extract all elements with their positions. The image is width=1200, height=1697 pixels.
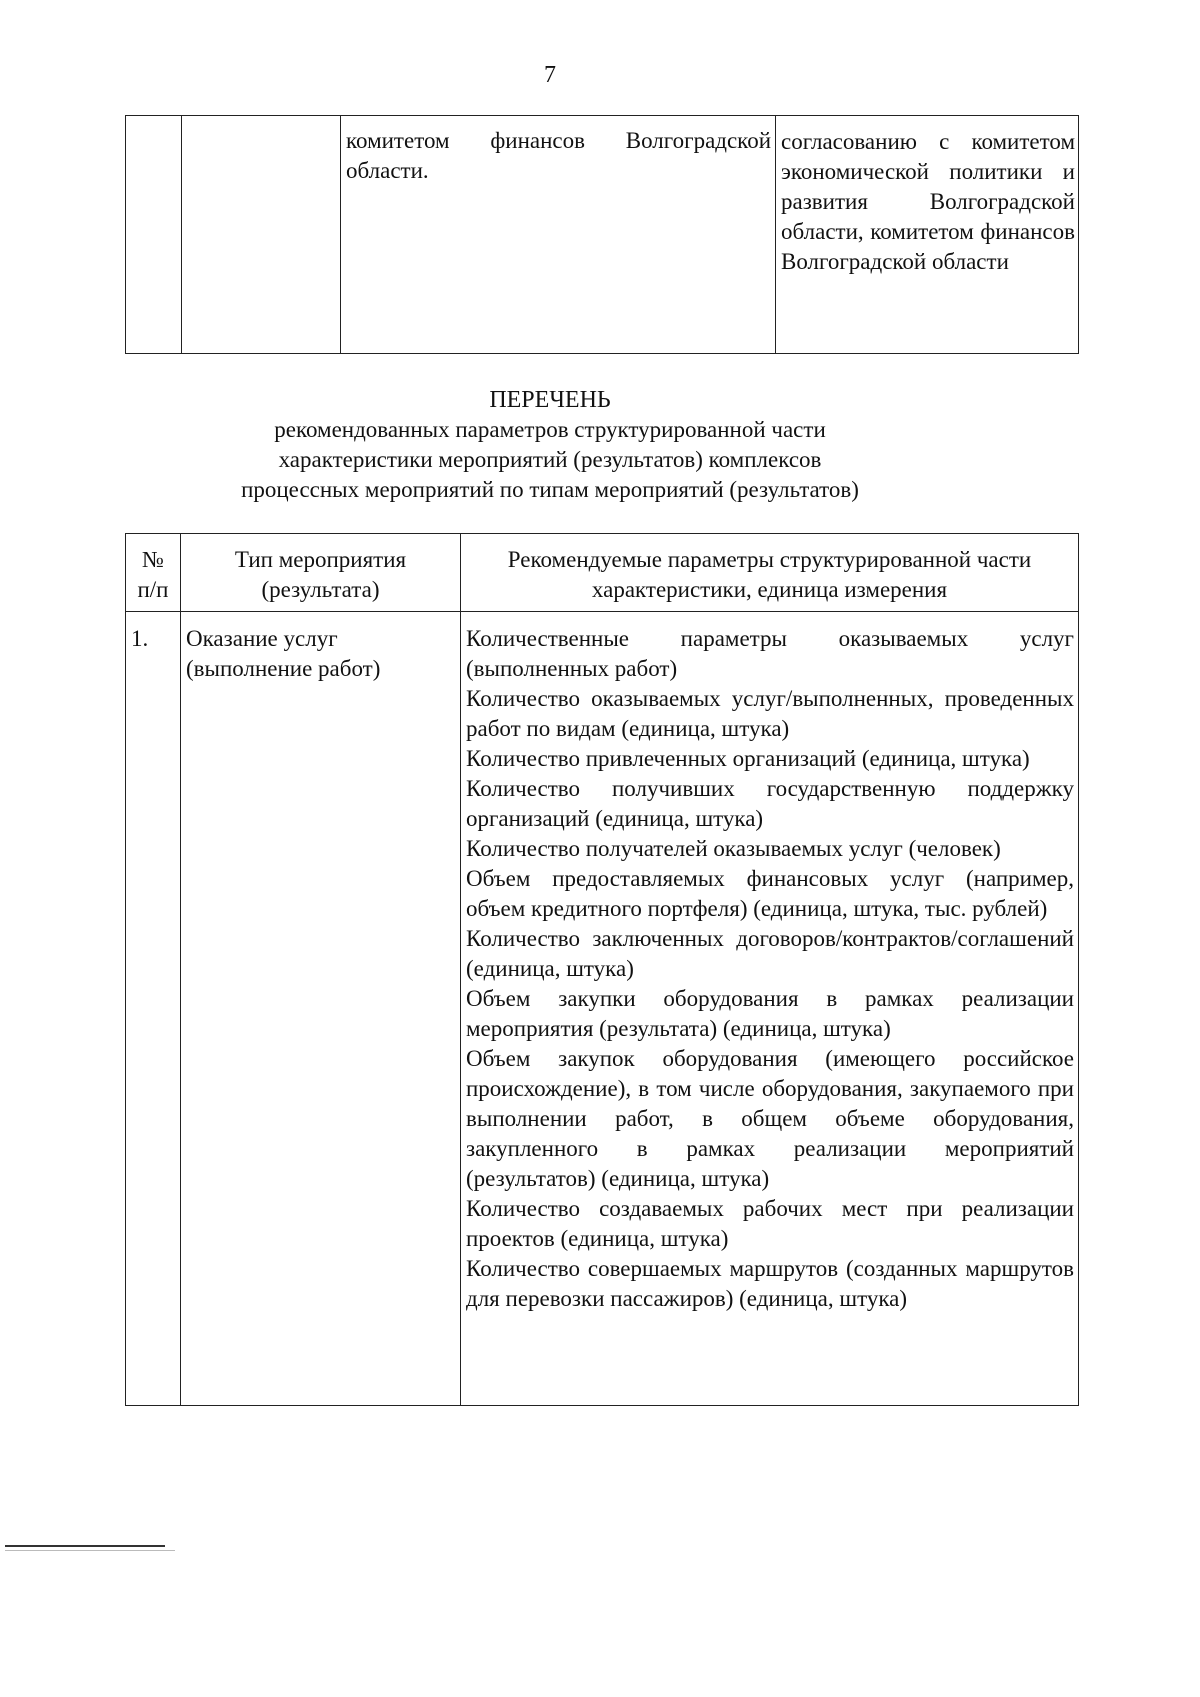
table-header-row bbox=[126, 534, 1079, 612]
footer-rule-faint bbox=[5, 1550, 175, 1551]
title-line-1: рекомендованных параметров структурированной части bbox=[274, 417, 826, 442]
param-item: Количественные параметры оказываемых услуг (выполненных работ) bbox=[466, 626, 1074, 681]
param-item: Объем предоставляемых финансовых услуг (например, объем кредитного портфеля) (единица, штука, тыс. рублей) bbox=[466, 866, 1074, 921]
table-row bbox=[126, 612, 1079, 1406]
param-item: Объем закупки оборудования в рамках реализации мероприятия (результата) (единица, штука) bbox=[466, 986, 1074, 1041]
param-item: Количество совершаемых маршрутов (созданных маршрутов для перевозки пассажиров) (единица, штука) bbox=[466, 1256, 1074, 1311]
continuation-table bbox=[125, 115, 1079, 354]
parameters-table bbox=[125, 533, 1079, 1406]
param-item: Количество оказываемых услуг/выполненных, проведенных работ по видам (единица, штука) bbox=[466, 686, 1074, 741]
document-title bbox=[0, 385, 1100, 505]
row-params bbox=[461, 612, 1079, 1406]
row-number: 1. bbox=[126, 612, 181, 1406]
footer-rule bbox=[5, 1545, 165, 1547]
param-item: Количество заключенных договоров/контрактов/соглашений (единица, штука) bbox=[466, 926, 1074, 981]
header-params: Рекомендуемые параметры структурированной части характеристики, единица измерения bbox=[461, 534, 1079, 612]
title-line-2: характеристики мероприятий (результатов) комплексов bbox=[278, 447, 822, 472]
param-item: Количество получателей оказываемых услуг (человек) bbox=[466, 836, 1001, 861]
table-row bbox=[126, 116, 1079, 354]
title-line-3: процессных мероприятий по типам мероприятий (результатов) bbox=[241, 477, 859, 502]
param-item: Объем закупок оборудования (имеющего российское происхождение), в том числе оборудования, закупаемого при выполнении работ, в общем объеме оборудования, закупленного в рамках реализации мероприятий (результатов) (единица, штука) bbox=[466, 1046, 1074, 1191]
page-number: 7 bbox=[544, 62, 556, 88]
header-type: Тип мероприятия (результата) bbox=[181, 534, 461, 612]
title-heading: ПЕРЕЧЕНЬ bbox=[489, 387, 611, 413]
row-type: Оказание услуг (выполнение работ) bbox=[181, 612, 461, 1406]
table-cell-type bbox=[182, 116, 341, 354]
table-cell-number bbox=[126, 116, 182, 354]
table-cell-approval: согласованию с комитетом экономической политики и развития Волгоградской области, комитетом финансов Волгоградской области bbox=[776, 116, 1079, 354]
param-item: Количество получивших государственную поддержку организаций (единица, штука) bbox=[466, 776, 1074, 831]
header-number: № п/п bbox=[126, 534, 181, 612]
param-item: Количество привлеченных организаций (единица, штука) bbox=[466, 746, 1030, 771]
param-item: Количество создаваемых рабочих мест при реализации проектов (единица, штука) bbox=[466, 1196, 1074, 1251]
table-cell-description: комитетом финансов Волгоградской области. bbox=[341, 116, 776, 354]
